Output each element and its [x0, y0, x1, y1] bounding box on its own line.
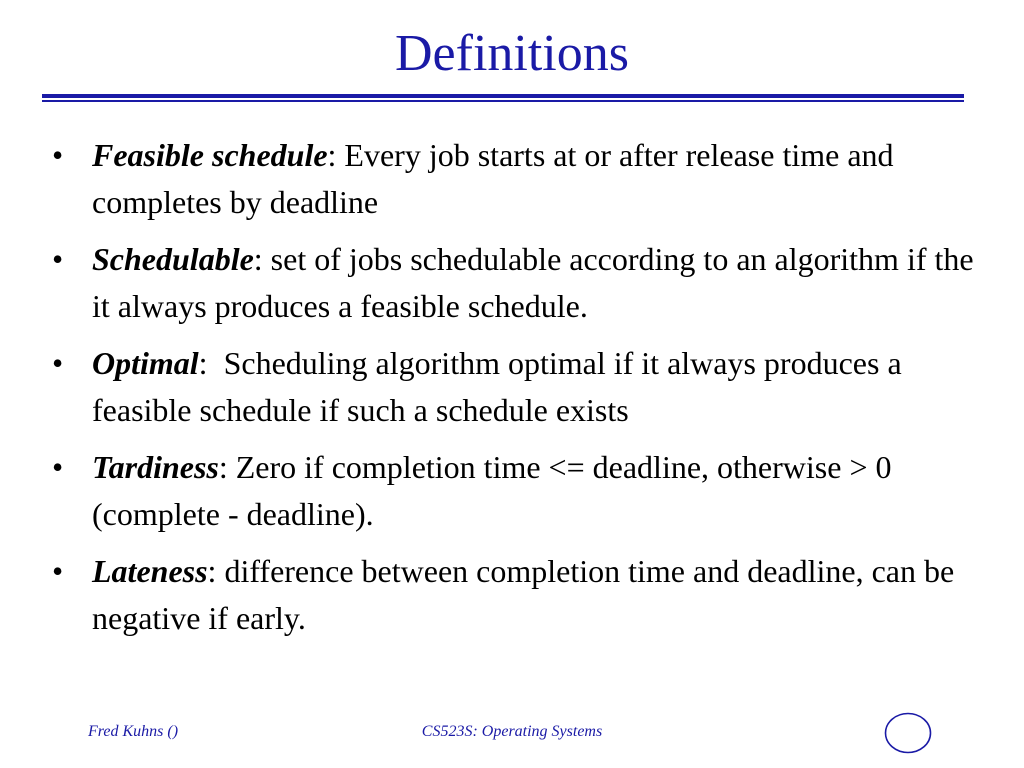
bullet-lateness [52, 548, 982, 642]
bullet-feasible-schedule [52, 132, 982, 226]
bullet-schedulable [52, 236, 982, 330]
circle-logo-icon [884, 712, 932, 754]
bullet-dot-icon: • [52, 553, 64, 589]
definition-text: : Scheduling algorithm optimal if it always produces a feasible schedule if such a schedule exists [92, 345, 910, 428]
slide-title: Definitions [395, 25, 629, 82]
title-underline-thin [42, 100, 964, 102]
definitions-list [52, 132, 982, 652]
term-label: Lateness [92, 553, 208, 589]
term-label: Feasible schedule [92, 137, 328, 173]
definition-text: : Every job starts at or after release time and completes by deadline [92, 137, 894, 220]
bullet-dot-icon: • [52, 241, 64, 277]
term-label: Optimal [92, 345, 199, 381]
bullet-dot-icon: • [52, 137, 64, 173]
term-label: Schedulable [92, 241, 254, 277]
bullet-tardiness [52, 444, 982, 538]
bullet-dot-icon: • [52, 449, 64, 485]
definition-text: : difference between completion time and deadline, can be negative if early. [92, 553, 955, 636]
title-underline [42, 94, 964, 98]
term-label: Tardiness [92, 449, 219, 485]
definition-text: : set of jobs schedulable according to an algorithm if the it always produces a feasible schedule. [92, 241, 974, 324]
footer-course: CS523S: Operating Systems [421, 723, 603, 740]
bullet-optimal [52, 340, 982, 434]
bullet-dot-icon: • [52, 345, 64, 381]
footer-author: Fred Kuhns () [88, 723, 179, 740]
definition-text: : Zero if completion time <= deadline, otherwise > 0 (complete - deadline). [92, 449, 892, 532]
